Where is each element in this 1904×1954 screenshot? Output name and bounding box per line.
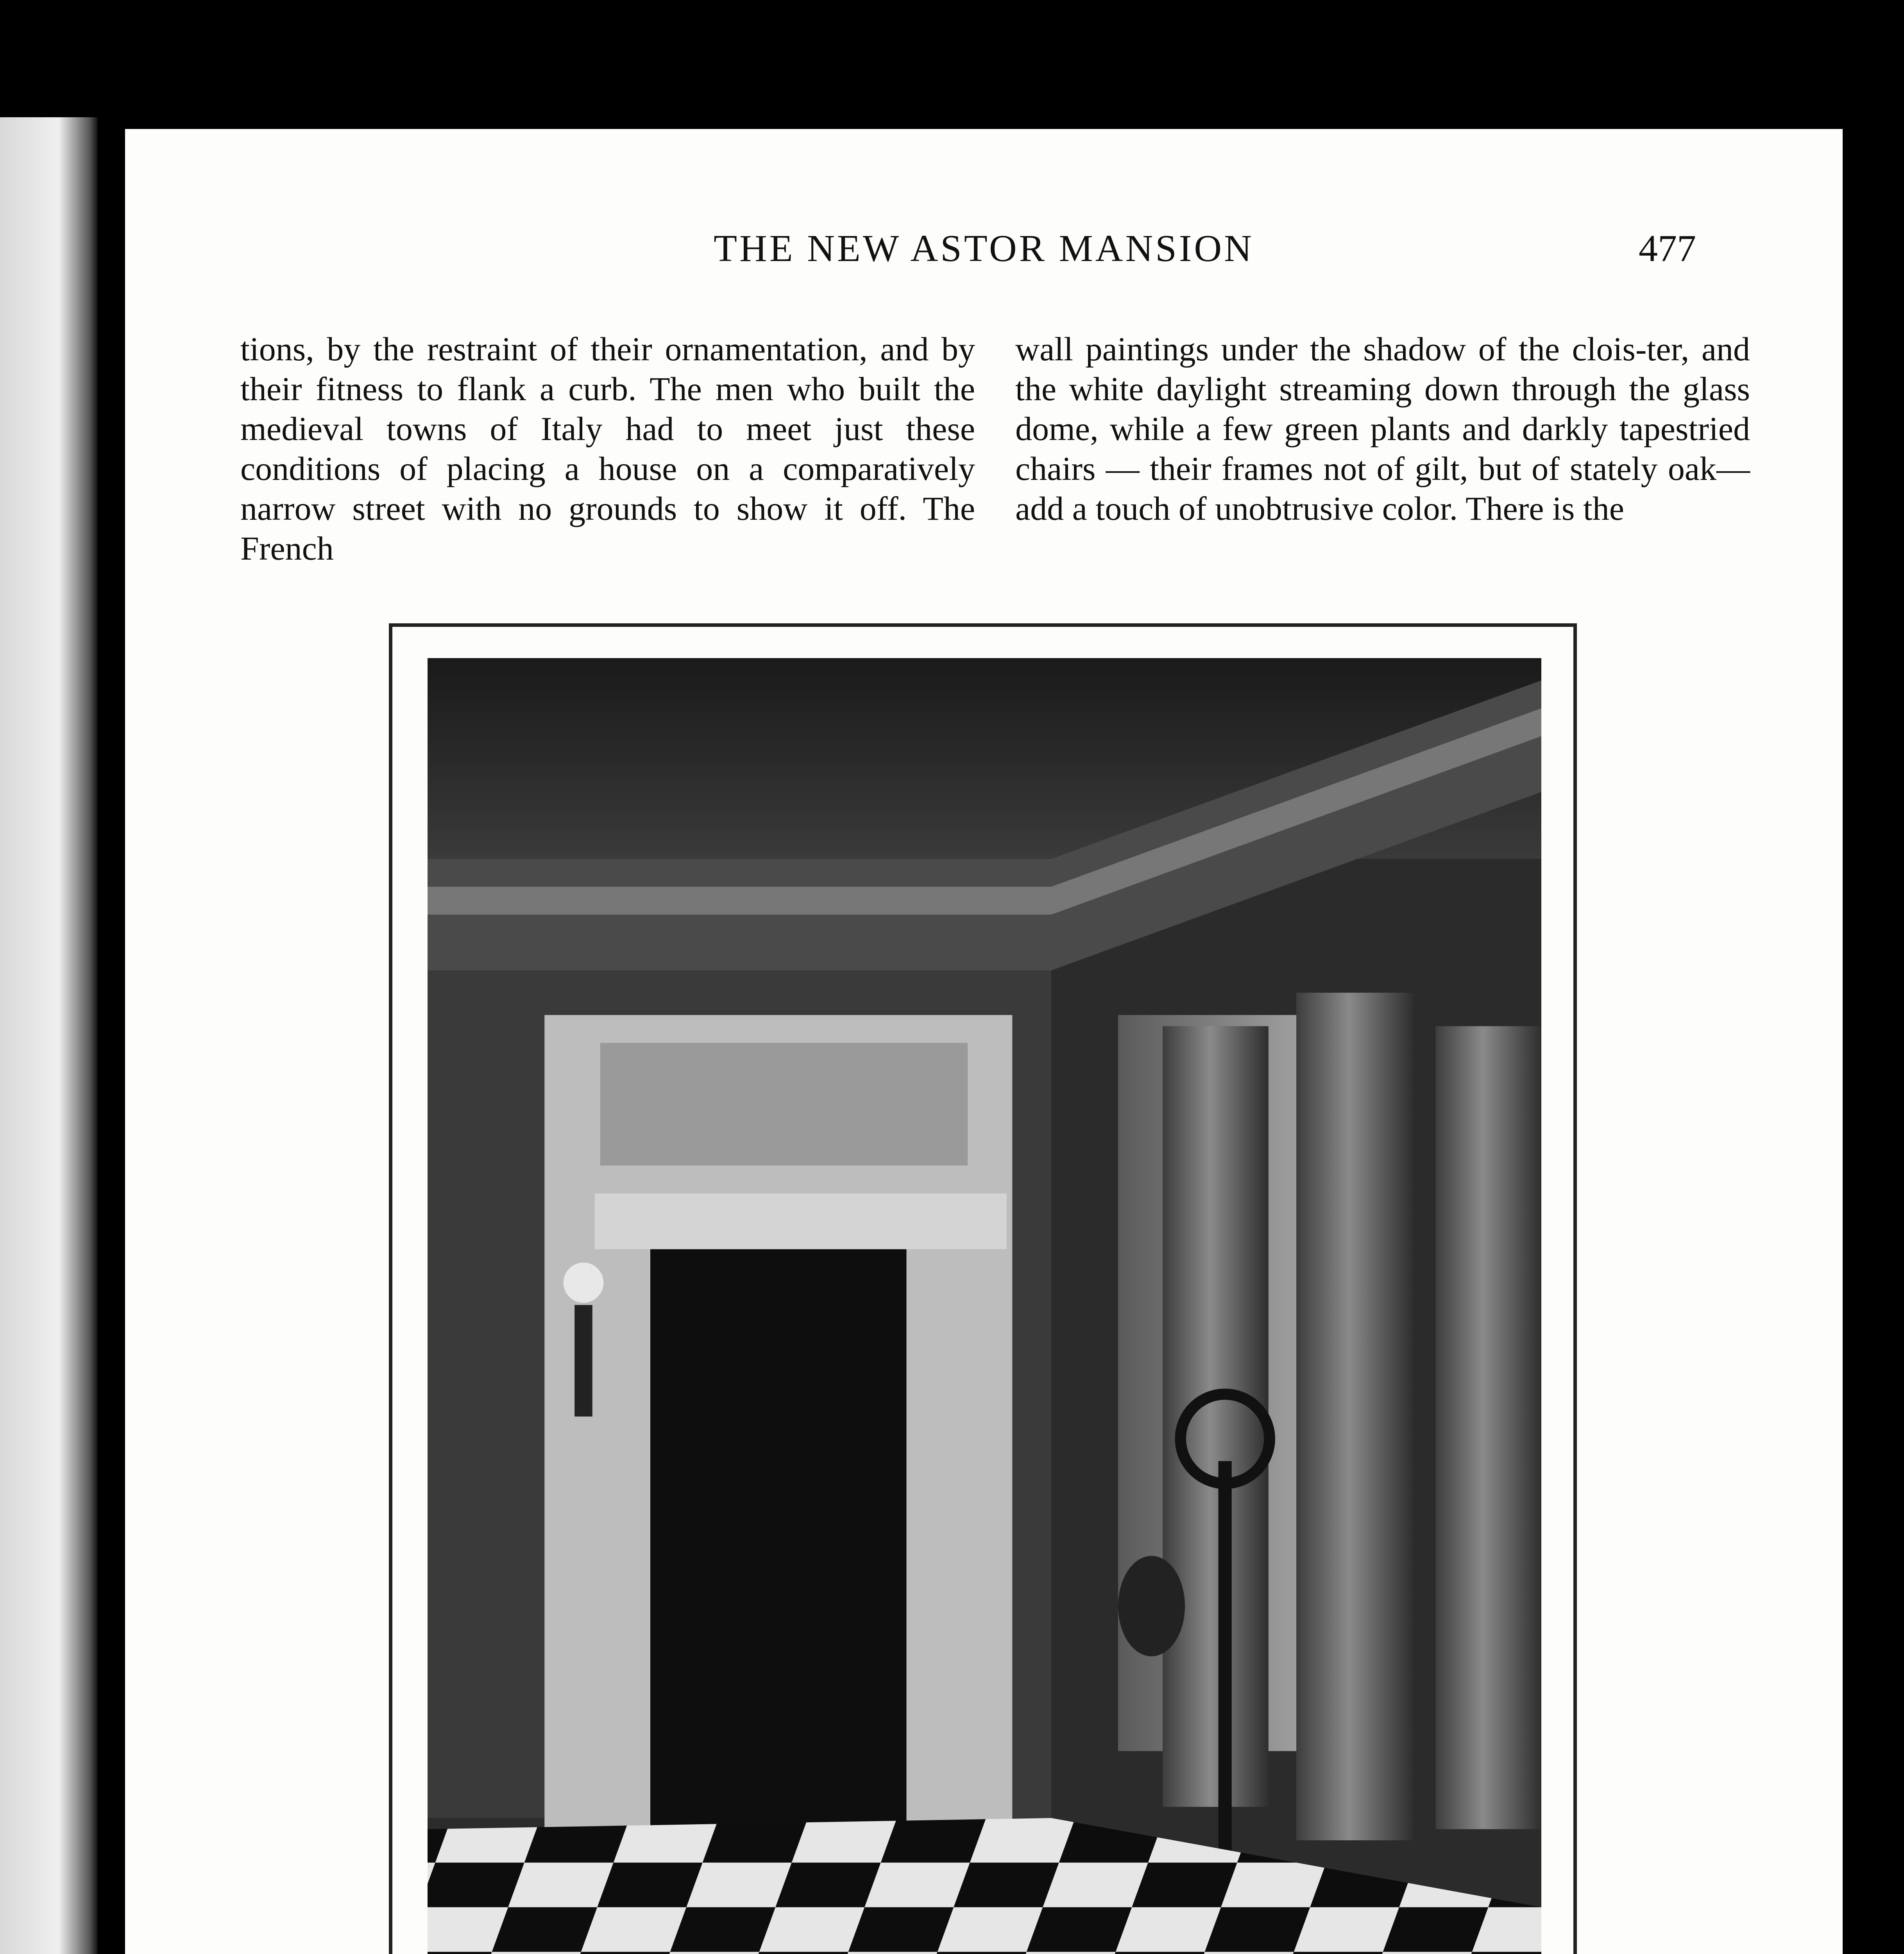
facing-page-edge (0, 117, 98, 1954)
dining-room-photograph (428, 658, 1541, 1954)
column-top-left (240, 329, 975, 568)
paragraph: tions, by the restraint of their ornamentation, and by their fitness to flank a curb. The men who built the medieval towns of Italy had to meet just these conditions of placing a house on a comparatively narrow street with no grounds to show it off. The French (240, 330, 975, 567)
photo-illustration (428, 658, 1541, 1954)
photo-plate-frame (389, 623, 1577, 1954)
paragraph: wall paintings under the shadow of the clois-ter, and the white daylight streaming down through the glass dome, while a few green plants and darkly tapestried chairs — their frames not of gilt, but of stately oak—add a touch of unobtrusive color. There is the (1015, 330, 1750, 527)
page-header (125, 227, 1843, 281)
book-page (125, 129, 1843, 1954)
column-top-right (1015, 329, 1750, 528)
running-title: THE NEW ASTOR MANSION (714, 227, 1254, 270)
page-number: 477 (1639, 227, 1696, 270)
